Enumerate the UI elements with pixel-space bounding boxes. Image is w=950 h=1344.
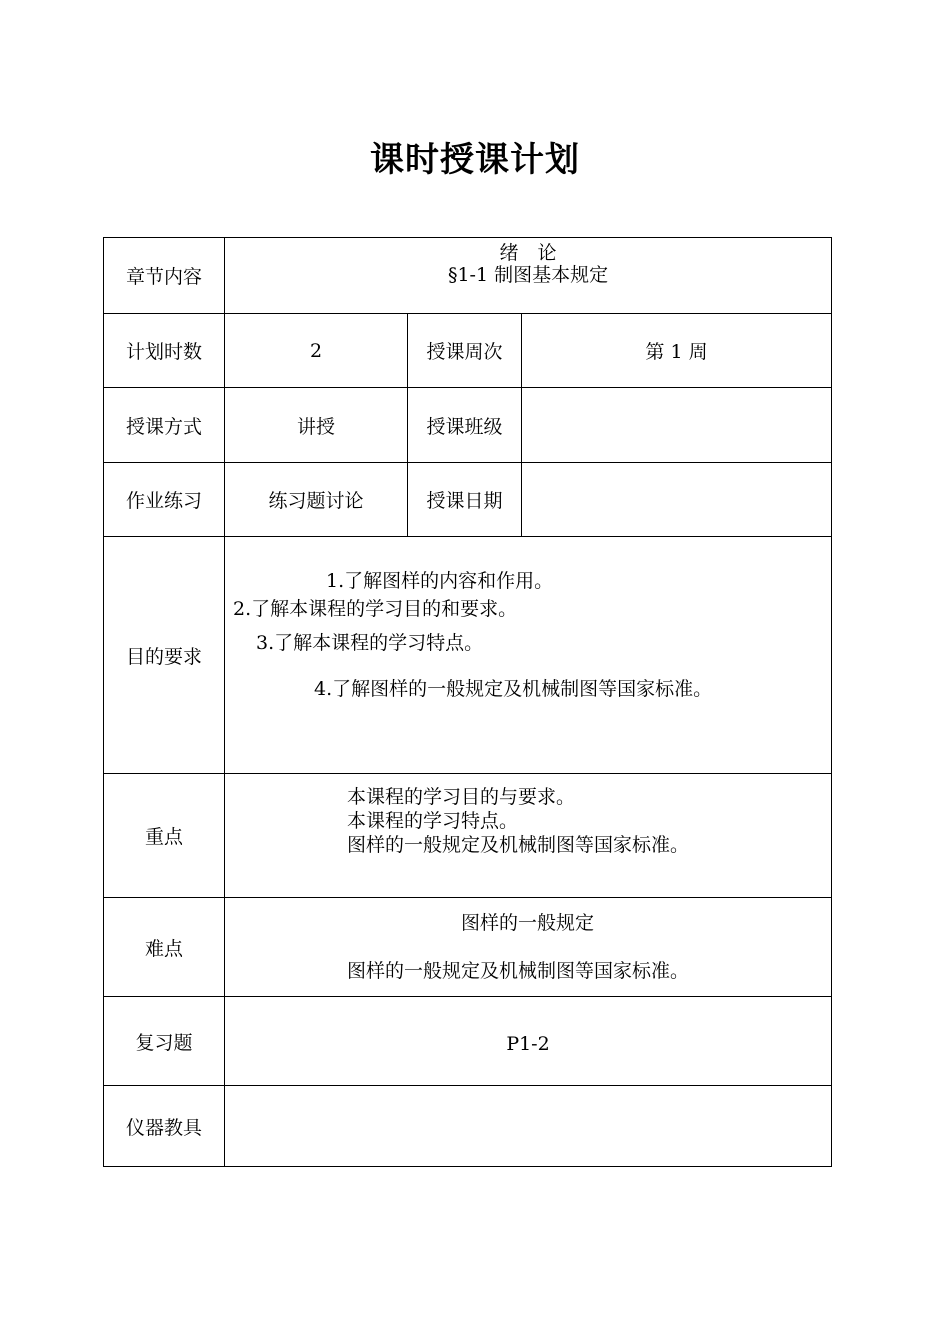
key-point-item: 本课程的学习特点。 [347, 810, 519, 832]
homework-value: 练习题讨论 [225, 463, 408, 537]
method-label: 授课方式 [104, 388, 225, 463]
week-label: 授课周次 [408, 314, 522, 388]
row-key-points [104, 774, 832, 898]
objectives-label: 目的要求 [104, 537, 225, 774]
chapter-content [225, 238, 832, 314]
date-label: 授课日期 [408, 463, 522, 537]
chapter-section: §1-1 制图基本规定 [447, 264, 609, 286]
row-method [104, 388, 832, 463]
hours-value: 2 [225, 314, 408, 388]
chapter-title: 绪 论 [499, 242, 557, 264]
row-homework [104, 463, 832, 537]
row-chapter [104, 238, 832, 314]
difficulty-item: 图样的一般规定及机械制图等国家标准。 [347, 960, 690, 982]
date-value [522, 463, 832, 537]
class-label: 授课班级 [408, 388, 522, 463]
objectives-content [225, 537, 832, 774]
homework-label: 作业练习 [104, 463, 225, 537]
row-hours [104, 314, 832, 388]
key-point-item: 本课程的学习目的与要求。 [347, 786, 576, 808]
difficulties-label: 难点 [104, 898, 225, 997]
class-value [522, 388, 832, 463]
lesson-plan-table [103, 237, 832, 1167]
page-title: 课时授课计划 [370, 140, 580, 180]
objective-item: 3.了解本课程的学习特点。 [256, 632, 484, 654]
key-points-content [225, 774, 832, 898]
objective-item: 4.了解图样的一般规定及机械制图等国家标准。 [314, 678, 713, 700]
row-review [104, 997, 832, 1086]
row-difficulties [104, 898, 832, 997]
objective-item: 1.了解图样的内容和作用。 [326, 570, 554, 592]
review-label: 复习题 [104, 997, 225, 1086]
equipment-value [225, 1086, 832, 1167]
hours-label: 计划时数 [104, 314, 225, 388]
review-value: P1-2 [225, 997, 832, 1086]
key-points-label: 重点 [104, 774, 225, 898]
difficulties-content [225, 898, 832, 997]
week-value: 第 1 周 [522, 314, 832, 388]
chapter-label: 章节内容 [104, 238, 225, 314]
method-value: 讲授 [225, 388, 408, 463]
row-objectives [104, 537, 832, 774]
objective-item: 2.了解本课程的学习目的和要求。 [233, 598, 518, 620]
key-point-item: 图样的一般规定及机械制图等国家标准。 [347, 834, 690, 856]
difficulty-item: 图样的一般规定 [460, 912, 594, 934]
row-equipment [104, 1086, 832, 1167]
equipment-label: 仪器教具 [104, 1086, 225, 1167]
